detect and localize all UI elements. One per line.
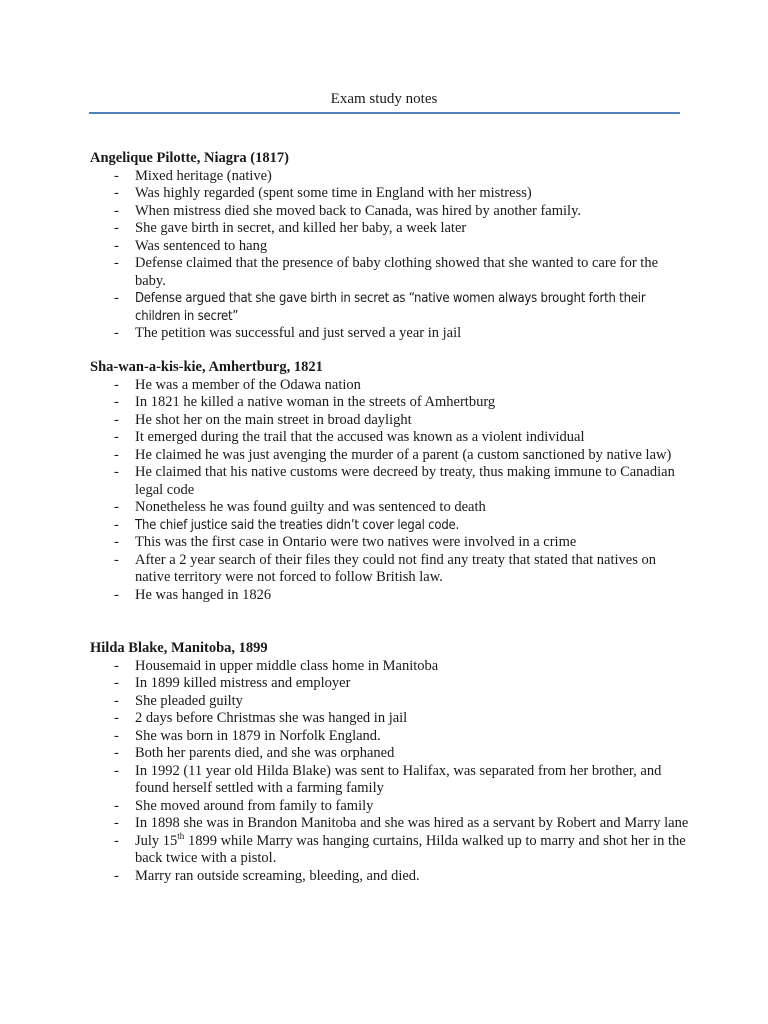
list-item: - He was a member of the Odawa nation [114,376,361,393]
section-heading: Angelique Pilotte, Niagra (1817) [90,150,289,166]
list-item: - Both her parents died, and she was orphaned [114,745,395,761]
list-item: - He was hanged in 1826 [114,586,272,603]
list-item: - July 15th 1899 while Marry was hanging curtains, Hilda walked up to marry and shot her in the back twice with a pistol. [114,830,686,866]
list-item: - 2 days before Christmas she was hanged in jail [114,710,408,726]
list-item: - When mistress died she moved back to Canada, was hired by another family. [114,202,582,219]
section-sha-wan-a-kis-kie [90,359,690,604]
list-item: - It emerged during the trail that the accused was known as a violent individual [114,429,585,445]
page-title: Exam study notes [330,91,438,107]
list-item: - She gave birth in secret, and killed her baby, a week later [114,220,467,236]
list-item: - In 1992 (11 year old Hilda Blake) was sent to Halifax, was separated from her brother, and found herself settled with a farming family [114,762,662,796]
section-hilda-blake [90,640,690,885]
list-item: - She was born in 1879 in Norfolk England. [114,727,381,744]
bullet-list [90,377,690,605]
list-item: - Marry ran outside screaming, bleeding, and died. [114,867,420,884]
list-item: - In 1899 killed mistress and employer [114,675,351,691]
list-item: - This was the first case in Ontario were two natives were involved in a crime [114,534,577,550]
list-item: - The chief justice said the treaties didn’t cover legal code. [114,516,460,533]
list-item: - Was highly regarded (spent some time in England with her mistress) [114,185,532,201]
section-heading: Sha-wan-a-kis-kie, Amhertburg, 1821 [90,359,323,375]
list-item: - Nonetheless he was found guilty and was sentenced to death [114,499,486,515]
list-item: - He claimed that his native customs were decreed by treaty, thus making immune to Canadian legal code [114,464,675,498]
list-item: - He shot her on the main street in broad daylight [114,411,412,428]
list-item: - After a 2 year search of their files they could not find any treaty that stated that natives on native territory were not forced to follow British law. [114,551,657,585]
section-angelique-pilotte [90,150,690,343]
list-item: - Defense argued that she gave birth in secret as “native women always brought forth their children in secret” [114,290,646,324]
list-item: - She pleaded guilty [114,692,243,709]
list-item: - He claimed he was just avenging the murder of a parent (a custom sanctioned by native law) [114,446,672,463]
list-item: - Mixed heritage (native) [114,167,272,184]
list-item: - In 1898 she was in Brandon Manitoba and she was hired as a servant by Robert and Marry lane [114,815,689,831]
section-heading: Hilda Blake, Manitoba, 1899 [90,640,268,656]
list-item: - She moved around from family to family [114,797,374,814]
bullet-list [90,658,690,886]
list-item: - Was sentenced to hang [114,237,268,254]
list-item: - The petition was successful and just served a year in jail [114,325,462,341]
list-item: - Housemaid in upper middle class home in Manitoba [114,657,439,674]
title-divider [89,112,680,114]
ordinal-suffix: th [177,830,185,841]
list-item: - Defense claimed that the presence of baby clothing showed that she wanted to care for the baby. [114,255,659,289]
bullet-list [90,168,690,343]
list-item: - In 1821 he killed a native woman in the streets of Amhertburg [114,394,496,410]
